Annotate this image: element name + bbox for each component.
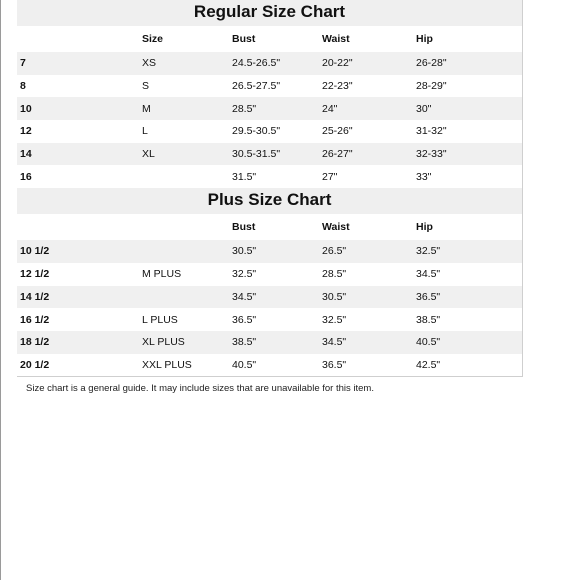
- table-cell: 34.5": [232, 290, 257, 303]
- table-cell: 32.5": [232, 268, 257, 281]
- table-cell: 30.5-31.5": [232, 148, 281, 161]
- table-cell: 25-26": [322, 125, 353, 138]
- table-cell: L: [142, 125, 148, 138]
- regular-rows: [17, 52, 522, 188]
- table-cell: 28-29": [416, 80, 447, 93]
- table-cell: 27": [322, 170, 338, 183]
- table-cell: 36.5": [232, 313, 257, 326]
- table-cell: 26-27": [322, 148, 353, 161]
- table-cell: 30.5": [322, 290, 347, 303]
- table-cell: L PLUS: [142, 313, 178, 326]
- header-waist: Waist: [322, 33, 350, 45]
- table-cell: 20 1/2: [20, 358, 50, 371]
- table-cell: 18 1/2: [20, 336, 50, 349]
- table-cell: 33": [416, 170, 432, 183]
- table-cell: 12: [20, 125, 32, 138]
- table-cell: 30.5": [232, 245, 257, 258]
- table-cell: 8: [20, 80, 26, 93]
- table-cell: 34.5": [416, 268, 441, 281]
- size-chart-note: Size chart is a general guide. It may include sizes that are unavailable for this item.: [26, 383, 374, 394]
- table-cell: 32.5": [416, 245, 441, 258]
- table-row: [17, 97, 522, 120]
- table-row: [17, 308, 522, 331]
- header-bust: Bust: [232, 221, 256, 234]
- table-row: [17, 263, 522, 286]
- table-cell: 16: [20, 170, 32, 183]
- table-row: [17, 286, 522, 309]
- table-row: [17, 240, 522, 263]
- table-cell: 26.5": [322, 245, 347, 258]
- regular-header-row: [17, 26, 522, 52]
- table-cell: 10: [20, 102, 32, 115]
- table-cell: 22-23": [322, 80, 353, 93]
- table-cell: 31-32": [416, 125, 447, 138]
- table-cell: 14 1/2: [20, 290, 50, 303]
- table-cell: 7: [20, 57, 26, 70]
- table-cell: 28.5": [322, 268, 347, 281]
- table-cell: 34.5": [322, 336, 347, 349]
- table-cell: XL PLUS: [142, 336, 185, 349]
- table-cell: 42.5": [416, 358, 441, 371]
- table-cell: 32.5": [322, 313, 347, 326]
- table-row: [17, 165, 522, 188]
- table-cell: S: [142, 80, 150, 93]
- table-cell: 36.5": [416, 290, 441, 303]
- header-bust: Bust: [232, 33, 256, 45]
- header-size: Size: [142, 33, 164, 45]
- plus-size-chart-title: Plus Size Chart: [17, 188, 522, 214]
- table-cell: 12 1/2: [20, 268, 50, 281]
- table-cell: 26.5-27.5": [232, 80, 281, 93]
- table-cell: 30": [416, 102, 432, 115]
- table-cell: 38.5": [416, 313, 441, 326]
- header-hip: Hip: [416, 33, 433, 45]
- table-cell: 20-22": [322, 57, 353, 70]
- table-row: [17, 75, 522, 98]
- table-cell: XS: [142, 57, 157, 70]
- table-cell: 14: [20, 148, 32, 161]
- table-cell: 29.5-30.5": [232, 125, 281, 138]
- table-row: [17, 120, 522, 143]
- left-border-line: [0, 0, 1, 580]
- table-cell: 36.5": [322, 358, 347, 371]
- table-row: [17, 331, 522, 354]
- plus-header-row: [17, 214, 522, 240]
- table-cell: 38.5": [232, 336, 257, 349]
- table-cell: 24.5-26.5": [232, 57, 281, 70]
- table-cell: 31.5": [232, 170, 257, 183]
- regular-size-chart-title: Regular Size Chart: [17, 0, 522, 26]
- table-cell: M PLUS: [142, 268, 182, 281]
- table-cell: 32-33": [416, 148, 447, 161]
- table-cell: M: [142, 102, 151, 115]
- header-hip: Hip: [416, 221, 433, 234]
- header-waist: Waist: [322, 221, 350, 234]
- table-cell: 26-28": [416, 57, 447, 70]
- table-cell: 40.5": [232, 358, 257, 371]
- table-row: [17, 143, 522, 166]
- size-chart-table: [17, 0, 523, 377]
- plus-rows: [17, 240, 522, 376]
- table-cell: 16 1/2: [20, 313, 50, 326]
- table-cell: 28.5": [232, 102, 257, 115]
- table-cell: 24": [322, 102, 338, 115]
- table-cell: XL: [142, 148, 155, 161]
- table-cell: 40.5": [416, 336, 441, 349]
- table-cell: 10 1/2: [20, 245, 50, 258]
- table-cell: XXL PLUS: [142, 358, 192, 371]
- table-row: [17, 52, 522, 75]
- table-row: [17, 354, 522, 377]
